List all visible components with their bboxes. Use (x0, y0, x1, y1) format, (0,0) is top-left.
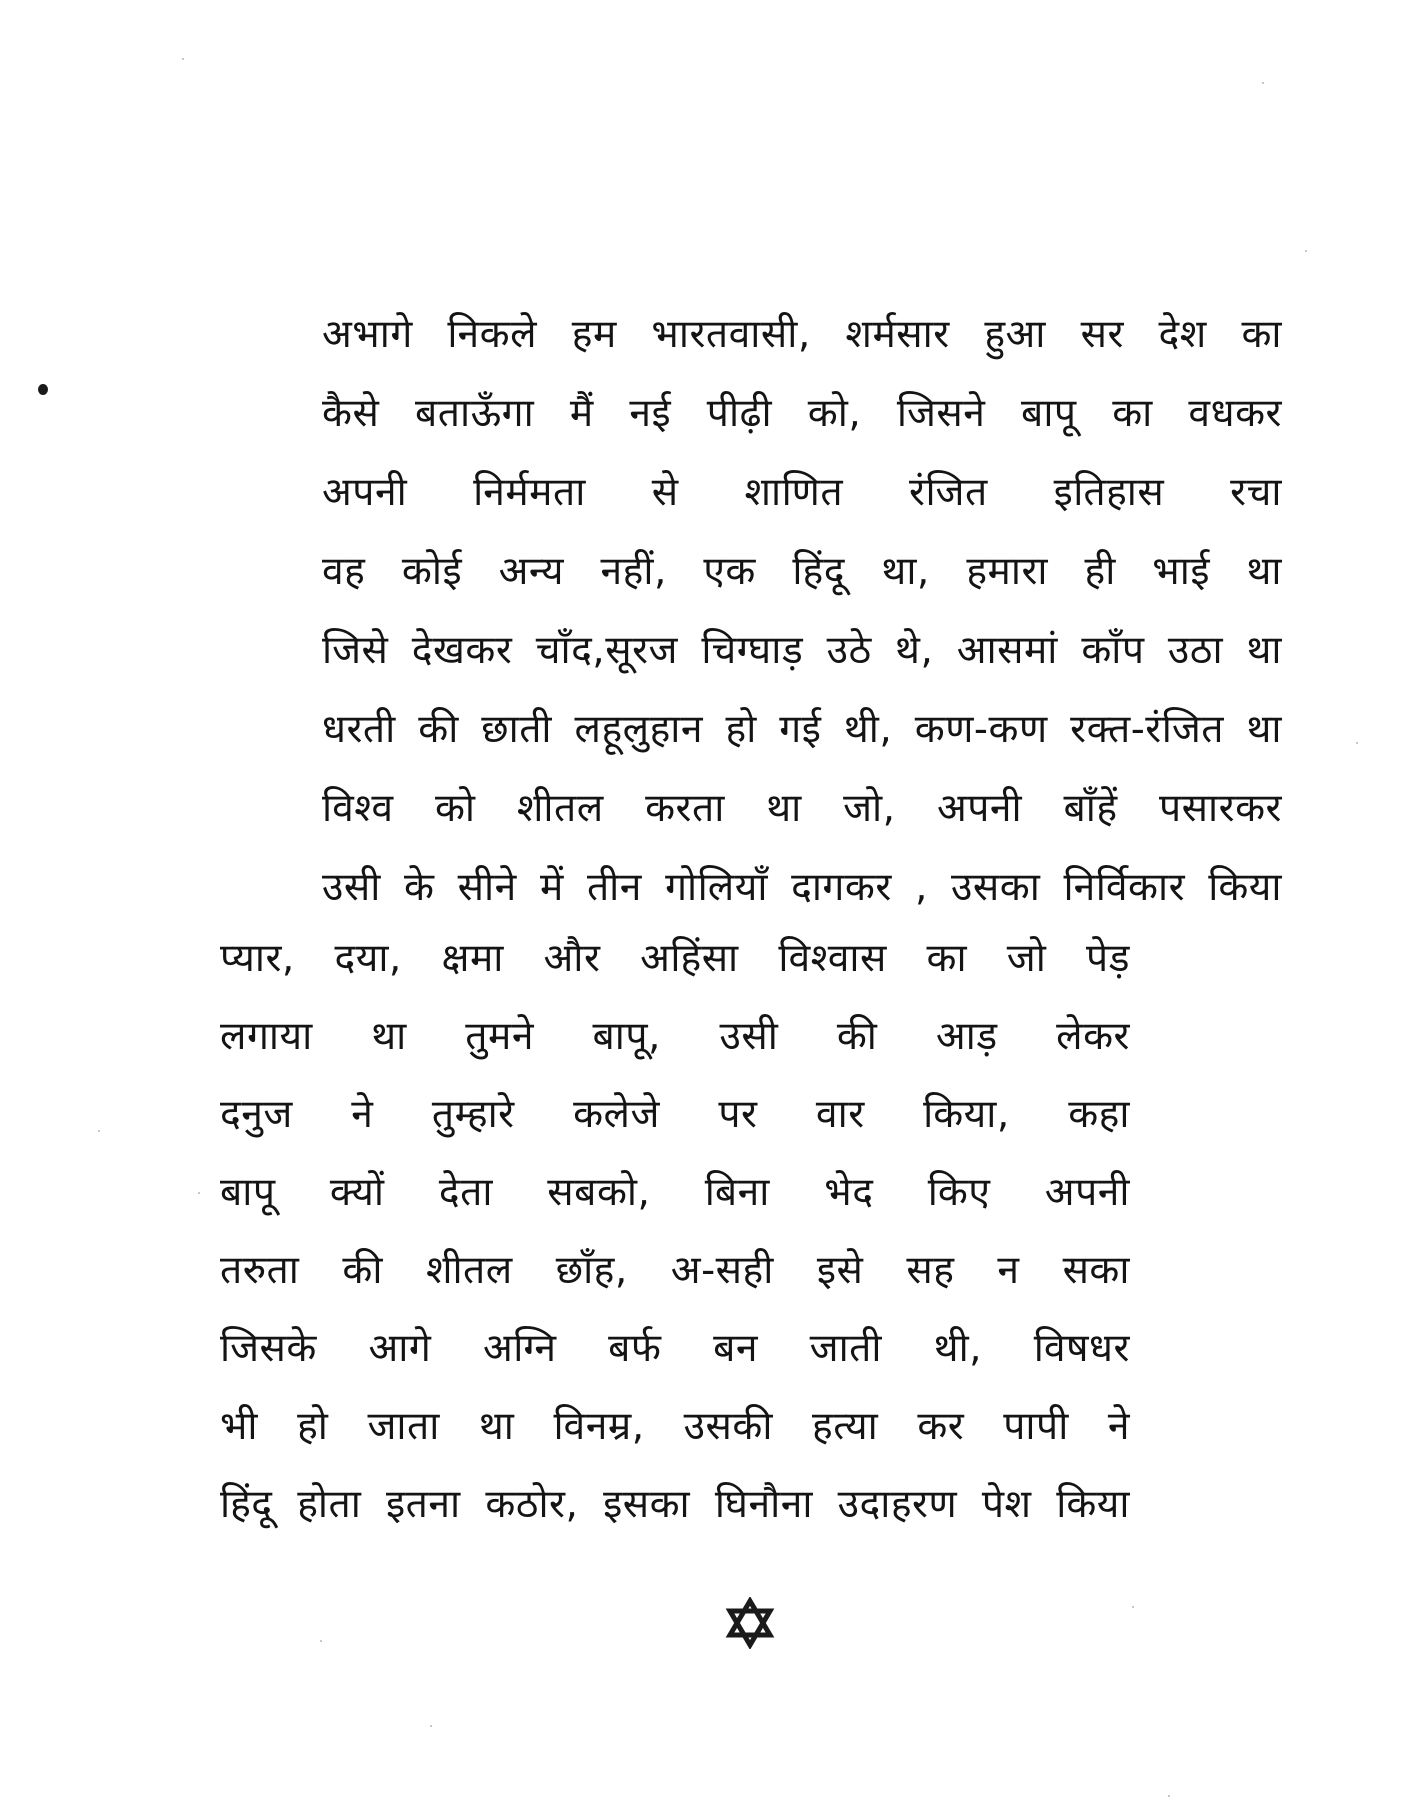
scan-speck (182, 58, 184, 60)
poem-line: जिसे देखकर चाँद,सूरज चिग्घाड़ उठे थे, आसमां काँप उठा था (322, 628, 1282, 673)
poem-line: वह कोई अन्य नहीं, एक हिंदू था, हमारा ही भाई था (322, 549, 1282, 594)
poem-line: अभागे निकले हम भारतवासी, शर्मसार हुआ सर देश का (322, 312, 1282, 357)
poem-line: कैसे बताऊँगा मैं नई पीढ़ी को, जिसने बापू का वधकर (322, 391, 1282, 436)
margin-dot (38, 384, 48, 395)
scan-speck (1305, 250, 1307, 252)
poem-line: हिंदू होता इतना कठोर, इसका घिनौना उदाहरण पेश किया (220, 1482, 1130, 1527)
poem-line: दनुज ने तुम्हारे कलेजे पर वार किया, कहा (220, 1092, 1130, 1137)
poem-line: लगाया था तुमने बापू, उसी की आड़ लेकर (220, 1014, 1130, 1059)
poem-stanza-2 (220, 920, 1130, 1544)
poem-line: बापू क्यों देता सबको, बिना भेद किए अपनी (220, 1170, 1130, 1215)
scan-speck (1168, 1795, 1170, 1797)
poem-line: जिसके आगे अग्नि बर्फ बन जाती थी, विषधर (220, 1326, 1130, 1371)
scan-speck (1132, 1606, 1134, 1608)
poem-line: उसी के सीने में तीन गोलियाँ दागकर , उसका निर्विकार किया (322, 865, 1282, 910)
poem-line: धरती की छाती लहूलुहान हो गई थी, कण-कण रक्त-रंजित था (322, 707, 1282, 752)
scan-speck (430, 1725, 432, 1727)
scan-speck (198, 1192, 200, 1194)
poem-line: तरुता की शीतल छाँह, अ-सही इसे सह न सका (220, 1248, 1130, 1293)
poem-stanza-1 (322, 295, 1282, 927)
poem-line: प्यार, दया, क्षमा और अहिंसा विश्वास का जो पेड़ (220, 936, 1130, 981)
poem-line: भी हो जाता था विनम्र, उसकी हत्या कर पापी ने (220, 1404, 1130, 1449)
scan-speck (1262, 82, 1264, 84)
scan-speck (320, 1640, 322, 1642)
poem-line: अपनी निर्ममता से शाणित रंजित इतिहास रचा (322, 470, 1282, 515)
poem-line: विश्व को शीतल करता था जो, अपनी बाँहें पसारकर (322, 786, 1282, 831)
scan-speck (98, 1130, 100, 1132)
star-of-david-icon (724, 1597, 776, 1649)
scan-speck (1356, 742, 1358, 744)
